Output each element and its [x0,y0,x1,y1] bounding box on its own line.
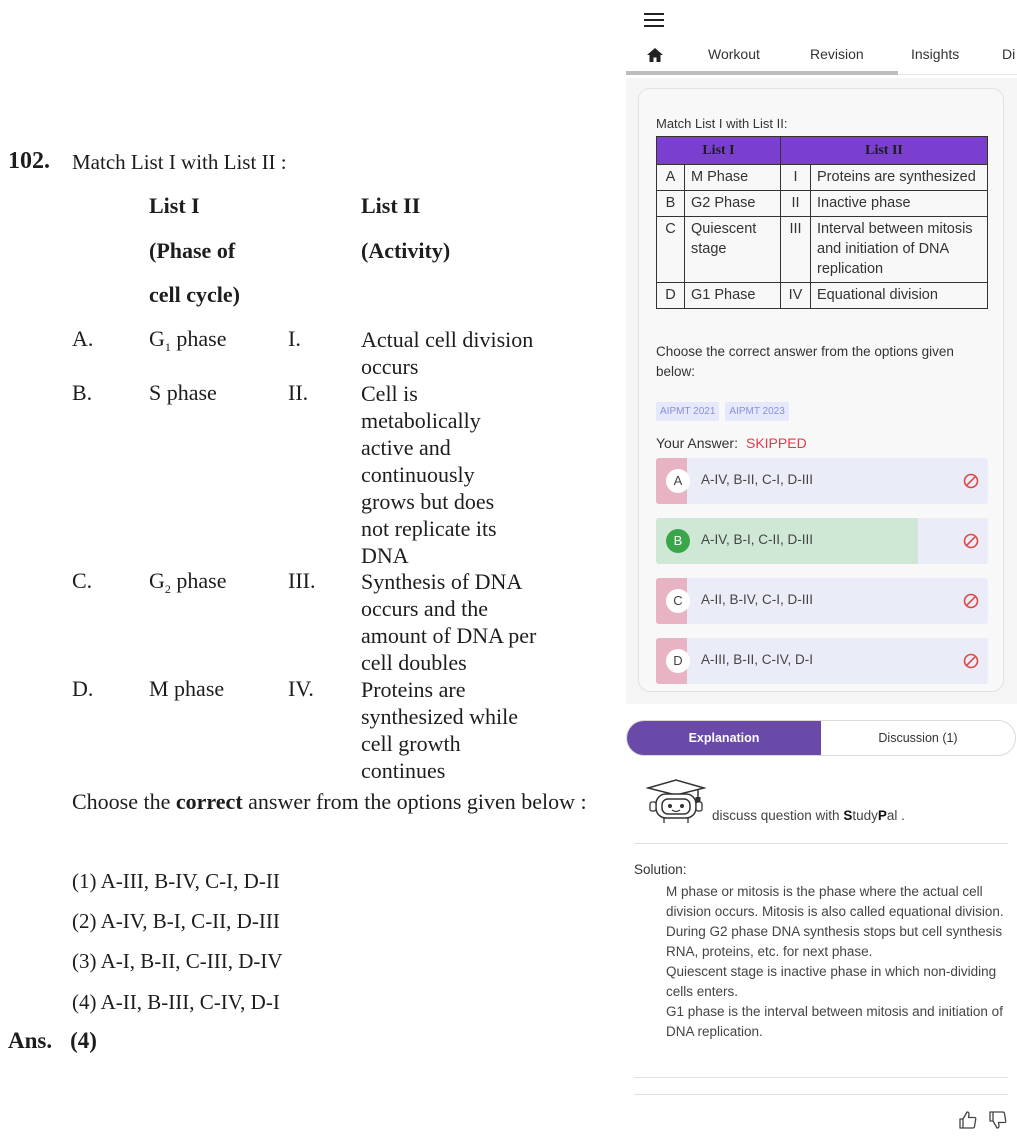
exam-tags [656,401,795,421]
table-cell: Interval between mitosis and initiation of DNA replication [811,217,988,283]
studypal-bot-icon[interactable] [646,778,706,824]
answer-option-a[interactable] [656,458,988,504]
tab-discussion-count[interactable]: Discussion (1) [878,731,958,745]
tab-insights[interactable]: Insights [911,46,960,62]
option-letter: B [666,529,690,553]
answer-option-c[interactable] [656,578,988,624]
table-cell: Proteins are synthesized [811,165,988,191]
exam-tag[interactable]: AIPMT 2021 [656,402,719,421]
divider [634,1077,1008,1078]
solution-line: G1 phase is the interval between mitosis and initiation of DNA replication. [666,1004,1003,1039]
solution-line: M phase or mitosis is the phase where the actual cell division occurs. Mitosis is also called equational division. [666,884,1004,919]
table-row [657,165,988,191]
table-cell: IV [781,283,811,309]
row-letter: B. [72,380,93,405]
table-cell: B [657,191,685,217]
table-row [657,217,988,283]
tab-explanation[interactable]: Explanation [627,721,821,755]
thumbs-up-icon[interactable] [958,1110,978,1130]
table-cell: Equational division [811,283,988,309]
row-activity: Cell is metabolically active and continuously grows but does not replicate its DNA [361,381,497,568]
divider [634,1094,1008,1095]
tab-workout[interactable]: Workout [708,46,760,62]
ban-icon [963,473,979,489]
list2-title: List II [361,193,421,218]
exam-tag[interactable]: AIPMT 2023 [725,402,788,421]
option-text: A-II, B-IV, C-I, D-III [701,592,814,607]
table-header-list2: List II [781,137,988,165]
book-option: (2) A-IV, B-I, C-II, D-III [72,909,280,933]
card-choose-instruction: Choose the correct answer from the options given below: [656,344,954,379]
row-phase: $G_1$ phase [149,326,227,354]
row-phase: S phase [149,380,217,405]
option-letter: D [666,649,690,673]
row-activity: Actual cell division occurs [361,327,534,379]
table-header-row [657,137,988,165]
ban-icon [963,533,979,549]
table-cell: I [781,165,811,191]
table-cell: Inactive phase [811,191,988,217]
option-letter: C [666,589,690,613]
divider [634,843,1008,844]
explanation-discussion-toggle [626,720,1016,756]
option-text: A-III, B-II, C-IV, D-I [701,652,814,667]
tab-discussion[interactable]: Di [1002,46,1016,62]
row-numeral: III. [288,568,316,593]
question-number: 102. [8,148,50,174]
list1-subtitle-line1: (Phase of [149,238,236,263]
table-cell: Quiescent stage [685,217,781,283]
table-cell: II [781,191,811,217]
tab-revision[interactable]: Revision [810,46,864,62]
question-card-area [626,78,1017,704]
solution-text [666,882,1011,1042]
table-row [657,283,988,309]
top-nav [626,36,1017,76]
list1-title: List I [149,193,200,218]
answer: Ans. (4) [8,1028,97,1053]
option-text: A-IV, B-I, C-II, D-III [701,532,814,547]
thumbs-down-icon[interactable] [988,1110,1008,1130]
list1-subtitle-line2: cell cycle) [149,282,240,307]
book-option: (1) A-III, B-IV, C-I, D-II [72,869,280,893]
skipped-status: SKIPPED [745,435,807,451]
table-cell: G1 Phase [685,283,781,309]
row-letter: A. [72,326,94,351]
card-question: Match List I with List II: [656,116,788,131]
ban-icon [963,653,979,669]
table-cell: G2 Phase [685,191,781,217]
option-text: A-IV, B-II, C-I, D-III [701,472,814,487]
row-numeral: I. [288,326,301,351]
table-cell: III [781,217,811,283]
discuss-with-studypal-link[interactable]: discuss question with StudyPal . [712,808,905,823]
table-row [657,191,988,217]
question-app-panel [626,0,1017,1146]
book-option: (3) A-I, B-II, C-III, D-IV [72,949,283,973]
table-header-list1: List I [657,137,781,165]
menu-icon[interactable] [644,13,664,28]
row-phase: M phase [149,676,225,701]
answer-option-d[interactable] [656,638,988,684]
row-activity: Synthesis of DNA occurs and the amount of DNA per cell doubles [361,569,537,675]
list2-subtitle: (Activity) [361,238,451,263]
your-answer: Your Answer: SKIPPED [656,435,807,451]
active-tab-indicator [626,71,898,75]
answer-option-b[interactable] [656,518,988,564]
solution-line: During G2 phase DNA synthesis stops but cell synthesis RNA, proteins, etc. for next phase. [666,924,1003,959]
row-numeral: IV. [288,676,314,701]
ban-icon [963,593,979,609]
choose-instruction: Choose the correct answer from the options given below : [72,789,587,814]
question-card [638,88,1004,692]
solution-line: Quiescent stage is inactive phase in which non-dividing cells enters. [666,964,997,999]
home-icon[interactable] [646,46,664,64]
solution-label: Solution: [634,862,687,877]
table-cell: D [657,283,685,309]
option-letter: A [666,469,690,493]
table-cell: A [657,165,685,191]
question-text: Match List I with List II : [72,150,287,174]
book-option: (4) A-II, B-III, C-IV, D-I [72,990,280,1014]
row-activity: Proteins are synthesized while cell growth continues [361,677,519,783]
table-cell: C [657,217,685,283]
row-letter: D. [72,676,94,701]
row-numeral: II. [288,380,309,405]
table-cell: M Phase [685,165,781,191]
match-table [656,136,988,309]
row-letter: C. [72,568,93,593]
row-phase: $G_2$ phase [149,568,227,596]
